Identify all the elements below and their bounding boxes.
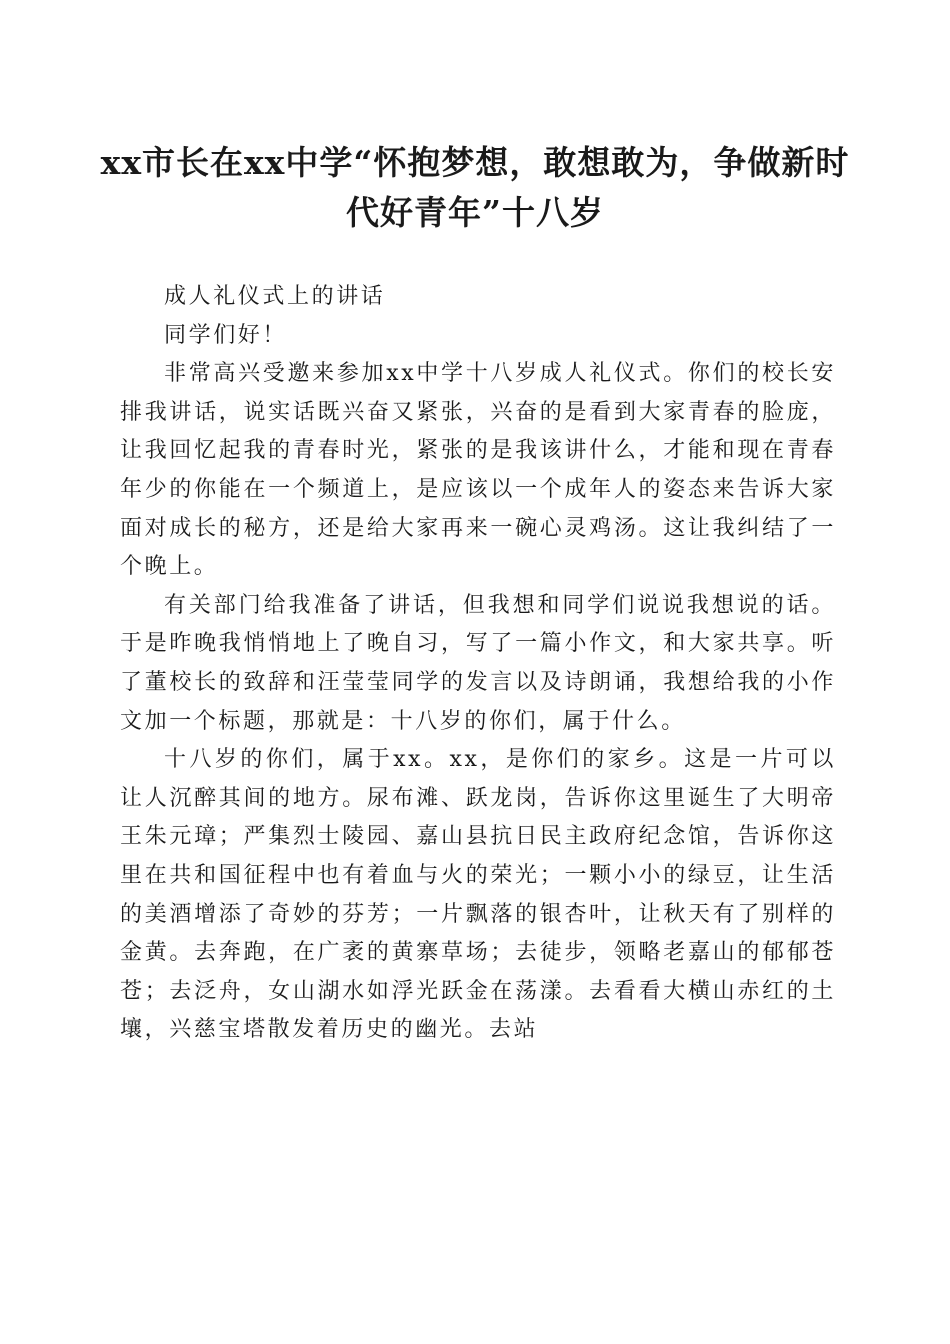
paragraph-subtitle: 成人礼仪式上的讲话: [164, 284, 386, 309]
document-body: [120, 278, 836, 1050]
paragraph: 有关部门给我准备了讲话，但我想和同学们说说我想说的话。于是昨晚我悄悄地上了晚自习，写了一篇小作文，和大家共享。听了董校长的致辞和汪莹莹同学的发言以及诗朗诵，我想给我的小作文加一个标题，那就是：十八岁的你们，属于什么。: [120, 592, 836, 734]
document-title: xx市长在xx中学“怀抱梦想，敢想敢为，争做新时代好青年”十八岁: [100, 143, 850, 232]
paragraph: 十八岁的你们，属于xx。xx，是你们的家乡。这是一片可以让人沉醉其间的地方。尿布滩、跃龙岗，告诉你这里诞生了大明帝王朱元璋；严集烈士陵园、嘉山县抗日民主政府纪念馆，告诉你这里在共和国征程中也有着血与火的荣光；一颗小小的绿豆，让生活的美酒增添了奇妙的芬芳；一片飘落的银杏叶，让秋天有了别样的金黄。去奔跑，在广袤的黄寨草场；去徒步，领略老嘉山的郁郁苍苍；去泛舟，女山湖水如浮光跃金在荡漾。去看看大横山赤红的土壤，兴慈宝塔散发着历史的幽光。去站: [120, 747, 836, 1043]
paragraph-greeting: 同学们好！: [164, 322, 288, 348]
paragraph: 非常高兴受邀来参加xx中学十八岁成人礼仪式。你们的校长安排我讲话，说实话既兴奋又紧张，兴奋的是看到大家青春的脸庞，让我回忆起我的青春时光，紧张的是我该讲什么，才能和现在青春年少的你能在一个频道上，是应该以一个成年人的姿态来告诉大家面对成长的秘方，还是给大家再来一碗心灵鸡汤。这让我纠结了一个晚上。: [120, 361, 836, 580]
